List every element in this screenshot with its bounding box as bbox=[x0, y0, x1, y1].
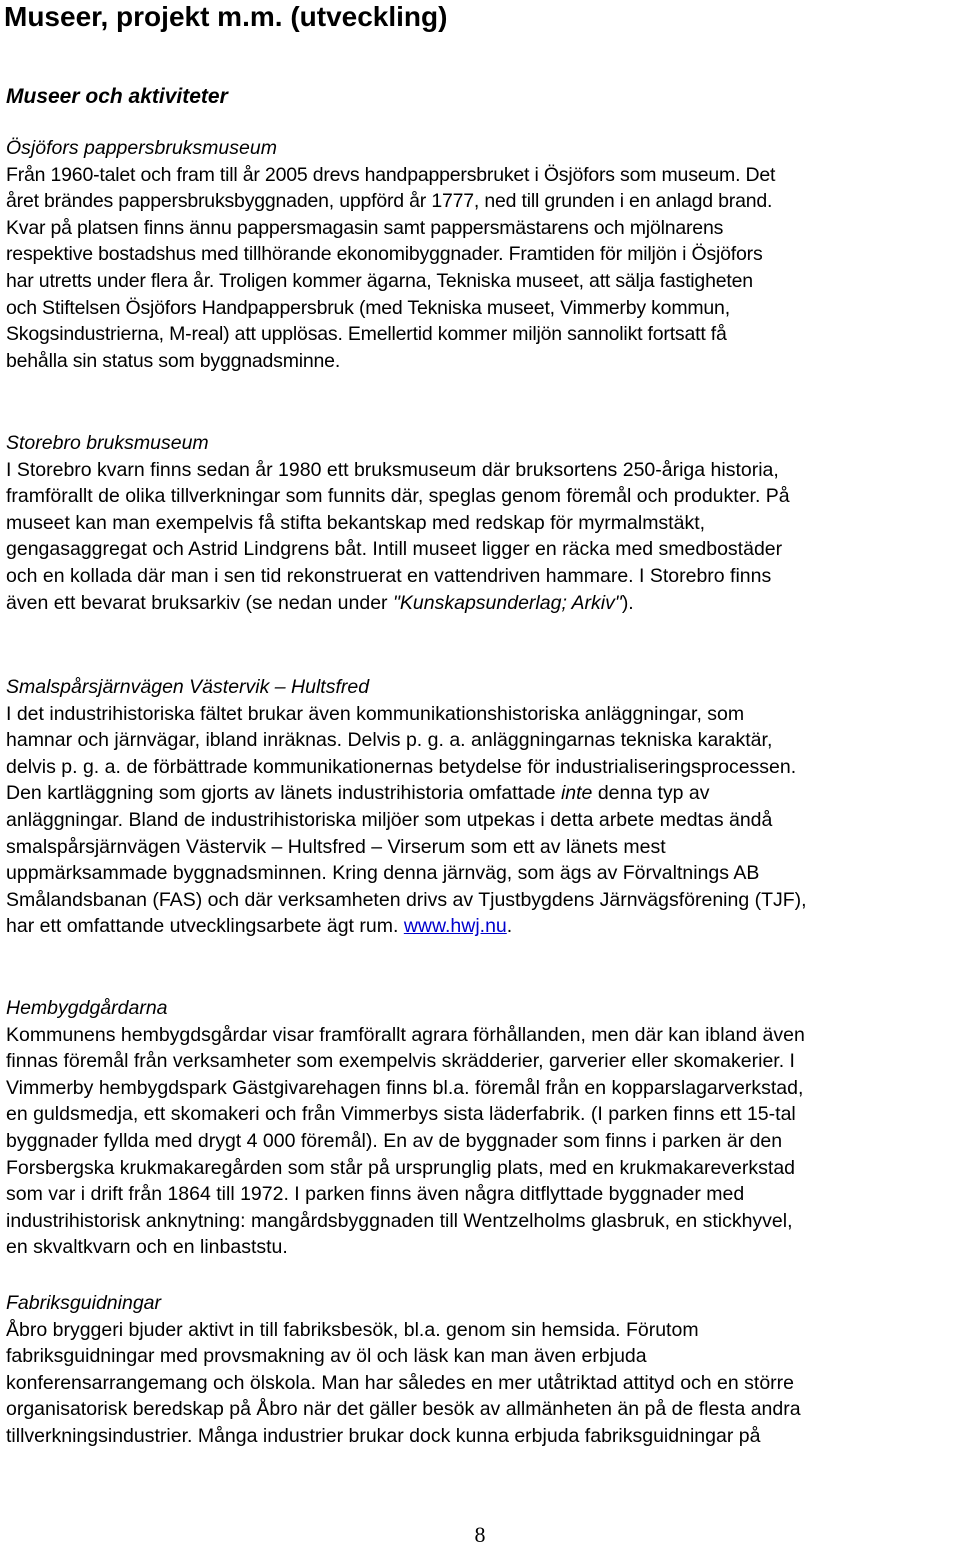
body-line: I det industrihistoriska fältet brukar även kommunikationshistoriska anläggningar, som bbox=[6, 702, 745, 725]
body-line: Smålandsbanan (FAS) och där verksamheten drivs av Tjustbygdens Järnvägsförening (TJF), bbox=[6, 888, 807, 911]
archive-reference: "Kunskapsunderlag; Arkiv" bbox=[392, 591, 622, 614]
section-body bbox=[6, 701, 958, 940]
section-smalsparsjarnvagen bbox=[6, 674, 958, 940]
body-line: hamnar och järnvägar, ibland inräknas. Delvis p. g. a. anläggningarnas tekniska karaktär, bbox=[6, 729, 773, 752]
body-line: fabriksguidningar med provsmakning av öl och läsk kan man även erbjuda bbox=[6, 1345, 647, 1368]
body-line: Från 1960-talet och fram till år 2005 drevs handpappersbruket i Ösjöfors som museum. Det bbox=[6, 163, 776, 186]
body-line: industrihistorisk anknytning: mangårdsbyggnaden till Wentzelholms glasbruk, en stickhyvel, bbox=[6, 1209, 793, 1232]
body-line: finnas föremål från verksamheter som exempelvis skrädderier, garverier eller skomakerier. I bbox=[6, 1050, 795, 1073]
body-line: har utretts under flera år. Troligen kommer ägarna, Tekniska museet, att sälja fastigheten bbox=[6, 269, 753, 292]
body-line: respektive bostadshus med tillhörande ekonomibyggnader. Framtiden för miljön i Ösjöfors bbox=[6, 243, 763, 266]
body-line: Kommunens hembygdsgårdar visar framförallt agrara förhållanden, men där kan ibland även bbox=[6, 1023, 805, 1046]
body-line: framförallt de olika tillverkningar som funnits där, speglas genom föremål och produkter. På bbox=[6, 485, 790, 508]
body-line: byggnader fyllda med drygt 4 000 föremål). En av de byggnader som finns i parken är den bbox=[6, 1129, 783, 1152]
document-title: Museer, projekt m.m. (utveckling) bbox=[4, 1, 448, 32]
body-line: Forsbergska krukmakaregården som står på ursprunglig plats, med en krukmakareverkstad bbox=[6, 1156, 796, 1179]
body-line: som var i drift från 1864 till 1972. I parken finns även några ditflyttade byggnader med bbox=[6, 1183, 745, 1206]
section-heading: Hembygdgårdarna bbox=[6, 997, 168, 1019]
body-line: och Stiftelsen Ösjöfors Handpappersbruk (med Tekniska museet, Vimmerby kommun, bbox=[6, 296, 730, 319]
body-line: I Storebro kvarn finns sedan år 1980 ett bruksmuseum där bruksortens 250-åriga historia, bbox=[6, 458, 779, 481]
body-line: delvis p. g. a. de förbättrade kommunikationernas betydelse för industrialiseringsprocessen. bbox=[6, 755, 797, 778]
section-hembygdgardarna bbox=[6, 995, 958, 1261]
emphasis-text: inte bbox=[560, 782, 593, 805]
body-line: en guldsmedja, ett skomakeri och från Vimmerbys sista läderfabrik. (I parken finns ett 15-tal bbox=[6, 1103, 796, 1126]
body-line: museet kan man exempelvis få stifta bekantskap med redskap för myrmalmstäkt, bbox=[6, 511, 706, 534]
body-line: gengasaggregat och Astrid Lindgrens båt. Intill museet ligger en räcka med smedbostäder bbox=[6, 538, 783, 561]
body-line bbox=[6, 780, 958, 807]
section-heading: Smalspårsjärnvägen Västervik – Hultsfred bbox=[6, 676, 370, 698]
section-heading: Storebro bruksmuseum bbox=[6, 432, 209, 454]
body-line: smalspårsjärnvägen Västervik – Hultsfred – Virserum som ett av länets mest bbox=[6, 835, 666, 858]
website-link[interactable]: www.hwj.nu bbox=[403, 915, 507, 938]
body-line: organisatorisk beredskap på Åbro när det gäller besök av allmänheten än på de flesta andra bbox=[6, 1398, 801, 1421]
body-line: Skogsindustrierna, M-real) att upplösas. Emellertid kommer miljön sannolikt fortsatt få bbox=[6, 323, 727, 346]
body-line: en skvaltkvarn och en linbaststu. bbox=[6, 1236, 288, 1259]
body-line bbox=[6, 913, 958, 940]
line-text: ). bbox=[621, 591, 634, 614]
section-fabriksguidningar bbox=[6, 1290, 958, 1450]
section-heading: Ösjöfors pappersbruksmuseum bbox=[6, 137, 277, 159]
body-line: behålla sin status som byggnadsminne. bbox=[6, 349, 341, 372]
body-line: Vimmerby hembygdspark Gästgivarehagen finns bl.a. föremål från en kopparslagarverkstad, bbox=[6, 1076, 804, 1099]
body-line: året brändes pappersbruksbyggnaden, uppförd år 1777, ned till grunden i en anlagd brand. bbox=[6, 190, 773, 213]
line-text: . bbox=[506, 915, 513, 938]
section-body bbox=[6, 1022, 958, 1261]
body-line: uppmärksammade byggnadsminnen. Kring denna järnväg, som ägs av Förvaltnings AB bbox=[6, 862, 760, 885]
line-text: Den kartläggning som gjorts av länets industrihistoria omfattade bbox=[6, 782, 561, 805]
body-line: tillverkningsindustrier. Många industrier brukar dock kunna erbjuda fabriksguidningar på bbox=[6, 1424, 761, 1447]
body-line: konferensarrangemang och ölskola. Man har således en mer utåtriktad attityd och en större bbox=[6, 1371, 795, 1394]
line-text: denna typ av bbox=[592, 782, 710, 805]
section-body bbox=[6, 457, 958, 617]
body-line: Kvar på platsen finns ännu pappersmagasin samt pappersmästarens och mjölnarens bbox=[6, 216, 724, 239]
section-storebro bbox=[6, 430, 958, 616]
section-heading: Fabriksguidningar bbox=[6, 1292, 162, 1314]
body-line: och en kollada där man i sen tid rekonstruerat en vattendriven hammare. I Storebro finns bbox=[6, 564, 772, 587]
line-text: har ett omfattande utvecklingsarbete ägt rum. bbox=[6, 915, 404, 938]
body-line: Åbro bryggeri bjuder aktivt in till fabriksbesök, bl.a. genom sin hemsida. Förutom bbox=[6, 1318, 699, 1341]
line-text: även ett bevarat bruksarkiv (se nedan under bbox=[6, 591, 393, 614]
section-body bbox=[6, 1317, 958, 1450]
body-line: anläggningar. Bland de industrihistoriska miljöer som utpekas i detta arbete medtas ändå bbox=[6, 808, 773, 831]
section-subheading: Museer och aktiviteter bbox=[6, 85, 228, 108]
body-line bbox=[6, 590, 958, 617]
section-osjofors bbox=[6, 135, 958, 374]
page-number: 8 bbox=[474, 1522, 486, 1547]
section-body bbox=[6, 162, 958, 375]
